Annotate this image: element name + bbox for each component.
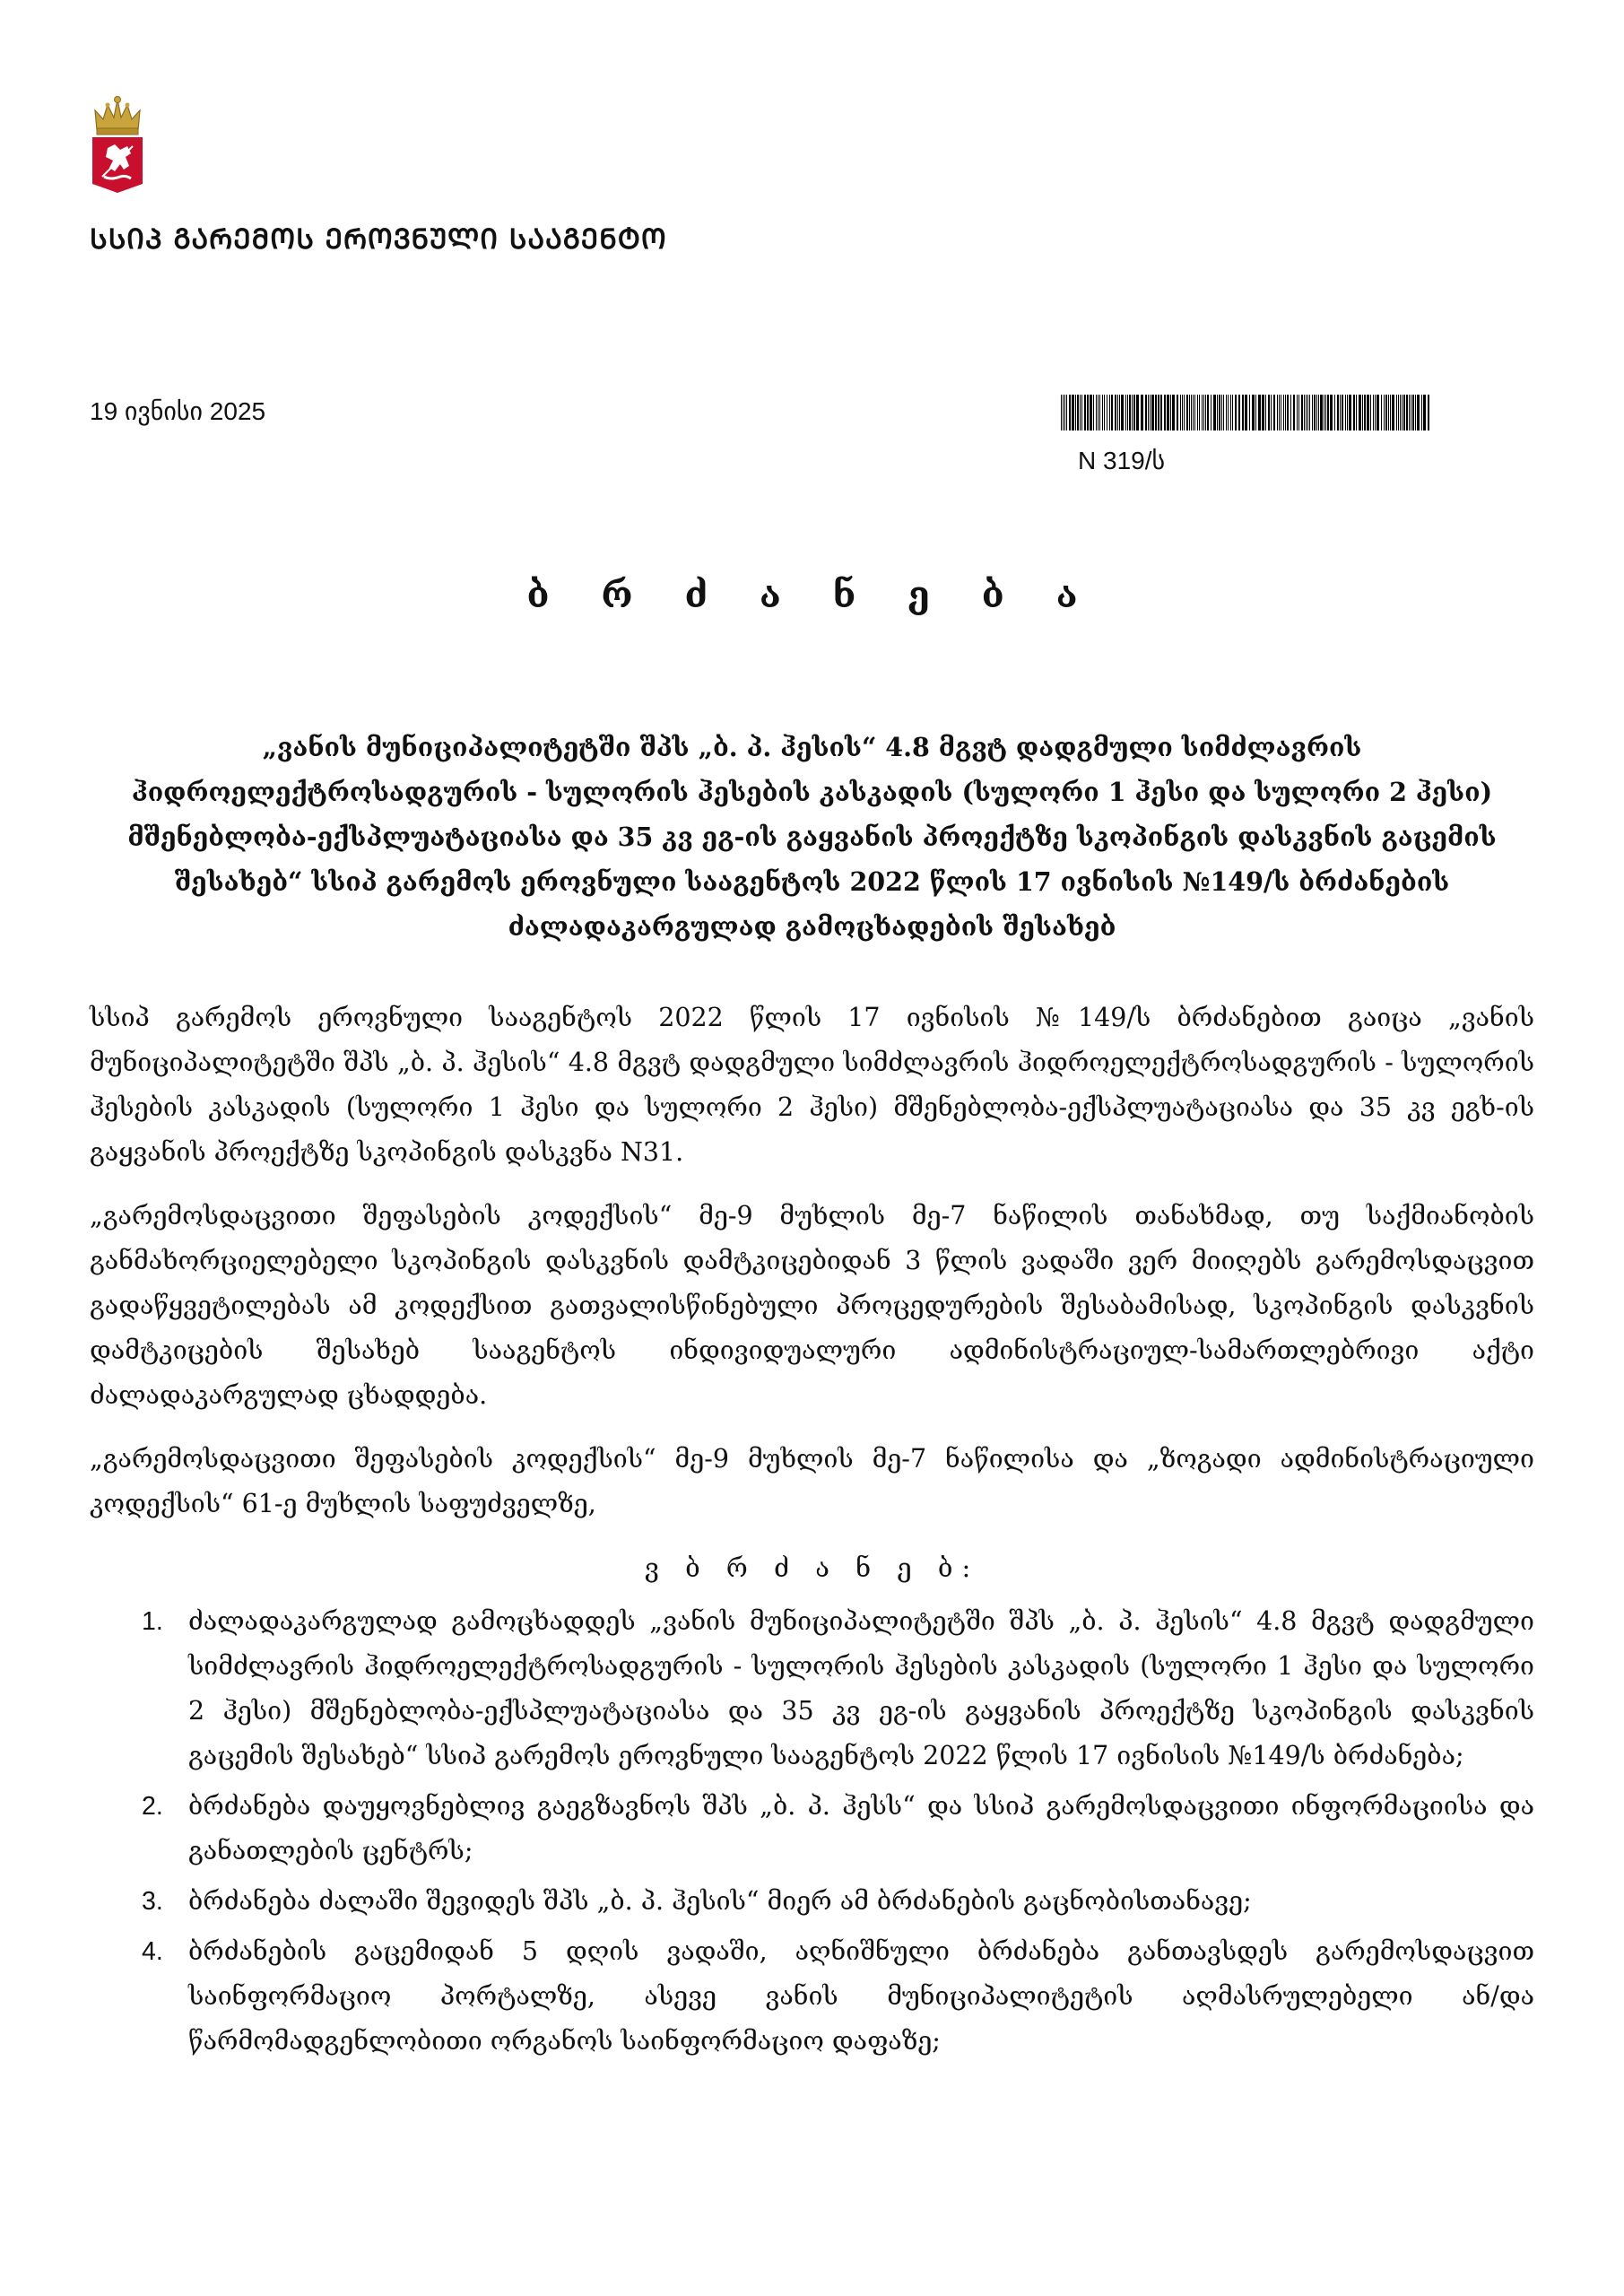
barcode-bar [1072, 395, 1074, 430]
orders-heading: ვ ბ რ ძ ა ნ ე ბ: [644, 1552, 980, 1583]
barcode-bar [1428, 395, 1429, 430]
barcode-bar [1304, 395, 1305, 430]
list-item [90, 1879, 1534, 1924]
barcode-bar [1213, 395, 1216, 430]
barcode-bar [1285, 395, 1286, 430]
barcode-bar [1359, 395, 1361, 430]
barcode-bar [1283, 395, 1284, 430]
barcode-bar [1409, 395, 1410, 430]
barcode-bar [1242, 395, 1244, 430]
barcode-bar [1182, 395, 1183, 430]
barcode-bar [1255, 395, 1256, 430]
georgian-coat-of-arms-icon [90, 94, 145, 195]
barcode-bar [1235, 395, 1237, 430]
barcode-bar [1258, 395, 1261, 430]
barcode-bar [1412, 395, 1414, 430]
barcode-bar [1186, 395, 1188, 430]
barcode-bar [1111, 395, 1113, 430]
barcode-bar [1084, 395, 1086, 430]
barcode-bar [1370, 395, 1371, 430]
barcode-bar [1262, 395, 1264, 430]
barcode-bar [1151, 395, 1154, 430]
barcode-bar [1081, 395, 1082, 430]
barcode-bar [1167, 395, 1169, 430]
list-item-number: 3. [142, 1887, 163, 1916]
barcode-bar [1249, 395, 1250, 430]
barcode-bar [1115, 395, 1116, 430]
barcode-bar [1191, 395, 1192, 430]
barcode-bar [1223, 395, 1224, 430]
barcode-bar [1392, 395, 1394, 430]
barcode-bar [1307, 395, 1308, 430]
barcode-bar [1398, 395, 1399, 430]
barcode-bar [1203, 395, 1204, 430]
barcode-bar [1141, 395, 1143, 430]
barcode-bar [1148, 395, 1149, 430]
document-title: ბ რ ძ ა ნ ე ბ ა [526, 574, 1098, 616]
barcode-bar [1402, 395, 1403, 430]
barcode-bar [1132, 395, 1133, 430]
barcode-bar [1202, 395, 1203, 430]
barcode-bar [1087, 395, 1089, 430]
barcode-bar [1102, 395, 1103, 430]
barcode-bar [1345, 395, 1346, 430]
barcode-bar [1316, 395, 1317, 430]
barcode-bar [1226, 395, 1227, 430]
barcode-bar [1193, 395, 1194, 430]
document-date: 19 ივნისი 2025 [90, 397, 266, 425]
list-item [90, 1599, 1534, 1779]
list-item [90, 1929, 1534, 2064]
list-item-text: ძალადაკარგულად გამოცხადდეს „ვანის მუნიციპალიტეტში შპს „ბ. პ. ჰესის“ 4.8 მგვტ დადგმული სიმძლავრის ჰიდროელექტროსადგურის - სულორის ჰესების კასკადის (სულორი 1 ჰესი და სულორი 2 ჰესი) მშენებლობა-ექსპლუატაციასა და 35 კვ ეგ-ის გაყვანის პროექტზე სკოპინგის დასკვნის გაცემის შესახებ“ სსიპ გარემოს ეროვნული სააგენტოს 2022 წლის 17 ივნისის №149/ს ბრძანება; [188, 1606, 1534, 1770]
barcode-bar [1421, 395, 1422, 430]
barcode-bar [1099, 395, 1100, 430]
barcode-bar [1362, 395, 1363, 430]
barcode-bar [1273, 395, 1275, 430]
barcode-bar [1327, 395, 1329, 430]
barcode-bar [1180, 395, 1181, 430]
barcode-bar [1415, 395, 1416, 430]
barcode-bar [1423, 395, 1426, 430]
barcode-bar [1364, 395, 1366, 430]
list-item-number: 4. [142, 1937, 163, 1966]
barcode-bar [1320, 395, 1323, 430]
barcode-bar [1390, 395, 1391, 430]
barcode-bar [1127, 395, 1128, 430]
barcode-bar [1232, 395, 1233, 430]
list-item-number: 2. [142, 1792, 163, 1821]
document-subject: „ვანის მუნიციპალიტეტში შპს „ბ. პ. ჰესის“ 4.8 მგვტ დადგმული სიმძლავრის ჰიდროელექტროსადგურის - სულორის ჰესების კასკადის (სულორი 1 ჰესი და სულორი 2 ჰესი) მშენებლობა-ექსპლუატაციასა და 35 კვ ეგ-ის გაყვანის პროექტზე სკოპინგის დასკვნის გაცემის შესახებ“ სსიპ გარემოს ეროვნული სააგენტოს 2022 წლის 17 ივნისის №149/ს ბრძანების ძალადაკარგულად გამოცხადების შესახებ [127, 732, 1497, 942]
barcode-bar [1145, 395, 1147, 430]
barcode-bar [1090, 395, 1092, 430]
barcode-bar [1297, 395, 1298, 430]
document-number: N 319/ს [1078, 447, 1166, 474]
barcode-bar [1189, 395, 1190, 430]
barcode-bar [1245, 395, 1247, 430]
barcode-bar [1375, 395, 1376, 430]
barcode-bar [1342, 395, 1343, 430]
barcode-bar [1293, 395, 1295, 430]
barcode-bar [1221, 395, 1222, 430]
barcode-bar [1160, 395, 1162, 430]
barcode-bar [1265, 395, 1266, 430]
barcode-bar [1096, 395, 1097, 430]
paragraph: სსიპ გარემოს ეროვნული სააგენტოს 2022 წლის 17 ივნისის №149/ს ბრძანებით გაიცა „ვანის მუნიციპალიტეტში შპს „ბ. პ. ჰესის“ 4.8 მგვტ დადგმული სიმძლავრის ჰიდროელექტროსადგურის - სულორის ჰესების კასკადის (სულორი 1 ჰესი და სულორი 2 ჰესი) მშენებლობა-ექსპლუატაციასა და 35 კვ ეგხ-ის გაყვანის პროექტზე სკოპინგის დასკვნა N31. [90, 1003, 1534, 1167]
barcode-bar [1197, 395, 1198, 430]
barcode-bar [1388, 395, 1389, 430]
barcode-bar [1238, 395, 1240, 430]
barcode-bar [1349, 395, 1351, 430]
barcode-bar [1170, 395, 1171, 430]
agency-name: ᲡᲡᲘᲞ ᲒᲐᲠᲔᲛᲝᲡ ᲔᲠᲝᲕᲜᲣᲚᲘ ᲡᲐᲐᲒᲔᲜᲢᲝ [90, 223, 667, 256]
paragraph: „გარემოსდაცვითი შეფასების კოდექსის“ მე-9 მუხლის მე-7 ნაწილის თანახმად, თუ საქმიანობის განმახორციელებელი სკოპინგის დასკვნის დამტკიცებიდან 3 წლის ვადაში ვერ მიიღებს გარემოსდაცვით გადაწყვეტილებას ამ კოდექსით გათვალისწინებული პროცედურების შესაბამისად, სკოპინგის დასკვნის დამტკიცების შესახებ სააგენტოს ინდივიდუალური ადმინისტრაციულ-სამართლებრივი აქტი ძალადაკარგულად ცხადდება. [90, 1201, 1534, 1410]
barcode-bar [1330, 395, 1333, 430]
barcode-bar [1228, 395, 1229, 430]
barcode-bar [1271, 395, 1272, 430]
barcode-bar [1385, 395, 1387, 430]
barcode-bar [1155, 395, 1157, 430]
barcode-bar [1301, 395, 1303, 430]
barcode-bar [1063, 395, 1064, 430]
barcode-bar [1133, 395, 1135, 430]
barcode-bar [1172, 395, 1175, 430]
barcode-bar [1109, 395, 1110, 430]
barcode-bar [1199, 395, 1200, 430]
barcode-bar [1125, 395, 1126, 430]
barcode-bar [1158, 395, 1159, 430]
barcode-bar [1314, 395, 1316, 430]
barcode-bar [1119, 395, 1120, 430]
barcode-bar [1230, 395, 1231, 430]
barcode-bar [1069, 395, 1071, 430]
barcode-bar [1064, 395, 1065, 430]
list-item-text: ბრძანება დაუყოვნებლივ გაეგზავნოს შპს „ბ. პ. ჰესს“ და სსიპ გარემოსდაცვითი ინფორმაციისა და განათლების ცენტრს; [188, 1791, 1534, 1866]
barcode-bar [1309, 395, 1310, 430]
paragraph: „გარემოსდაცვითი შეფასების კოდექსის“ მე-9 მუხლის მე-7 ნაწილისა და „ზოგადი ადმინისტრაციული კოდექსის“ 61-ე მუხლის საფუძველზე, [90, 1444, 1534, 1518]
barcode-bar [1129, 395, 1131, 430]
barcode-bar [1093, 395, 1094, 430]
barcode-bar [1277, 395, 1278, 430]
document-body [90, 996, 1534, 2069]
barcode-bar [1353, 395, 1355, 430]
barcode-bar [1325, 395, 1326, 430]
barcode-bar [1217, 395, 1218, 430]
barcode-bar [1376, 395, 1379, 430]
barcode-bar [1136, 395, 1139, 430]
barcode-bar [1121, 395, 1124, 430]
barcode-bar [1194, 395, 1195, 430]
barcode-bar [1117, 395, 1118, 430]
barcode-bar [1381, 395, 1382, 430]
barcode-bar [1207, 395, 1209, 430]
barcode-bar [1306, 395, 1307, 430]
barcode-bar [1098, 395, 1099, 430]
list-item-text: ბრძანება ძალაში შევიდეს შპს „ბ. პ. ჰესის“ მიერ ამ ბრძანების გაცნობისთანავე; [188, 1886, 1252, 1916]
barcode-bar [1403, 395, 1405, 430]
barcode-bar [1066, 395, 1067, 430]
barcode-bar [1340, 395, 1341, 430]
barcode-bar [1298, 395, 1299, 430]
orders-list [90, 1599, 1534, 2064]
barcode-bar [1356, 395, 1357, 430]
barcode-bar [1373, 395, 1374, 430]
barcode-bar [1164, 395, 1166, 430]
barcode-bar [1367, 395, 1369, 430]
barcode-bar [1400, 395, 1401, 430]
barcode-bar [1290, 395, 1291, 430]
list-item-number: 1. [142, 1607, 163, 1636]
barcode-bar [1347, 395, 1348, 430]
barcode-bar [1384, 395, 1385, 430]
barcode-bar [1075, 395, 1076, 430]
barcode-bar [1205, 395, 1206, 430]
barcode-bar [1312, 395, 1313, 430]
barcode-bar [1150, 395, 1151, 430]
barcode-bar [1406, 395, 1408, 430]
barcode-bar [1252, 395, 1255, 430]
barcode-bar [1184, 395, 1185, 430]
barcode-bar [1337, 395, 1339, 430]
barcode-bar [1268, 395, 1270, 430]
list-item-text: ბრძანების გაცემიდან 5 დღის ვადაში, აღნიშნული ბრძანება განთავსდეს გარემოსდაცვით საინფორმაციო პორტალზე, ასევე ვანის მუნიციპალიტეტის აღმასრულებელი ან/და წარმომადგენლობითი ორგანოს საინფორმაციო დაფაზე; [188, 1936, 1534, 2056]
barcode-bar [1061, 395, 1062, 430]
barcode-bar [1334, 395, 1335, 430]
barcode-bar [1177, 395, 1178, 430]
barcode [1061, 395, 1433, 430]
barcode-bar [1104, 395, 1105, 430]
barcode-bar [1279, 395, 1280, 430]
barcode-bar [1219, 395, 1220, 430]
barcode-bar [1417, 395, 1420, 430]
barcode-bar [1318, 395, 1319, 430]
barcode-bar [1080, 395, 1081, 430]
list-item [90, 1784, 1534, 1874]
barcode-bar [1077, 395, 1079, 430]
barcode-bar [1287, 395, 1289, 430]
barcode-bar [1396, 395, 1397, 430]
